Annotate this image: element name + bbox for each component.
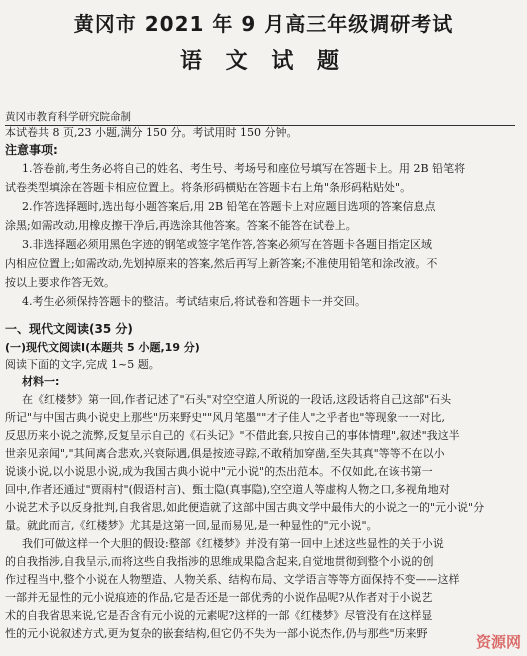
body-line: 的自我指涉,自我呈示,而将这些自我指涉的思维成果隐含起来,自觉地贯彻到整个小说的创 xyxy=(5,555,434,568)
watermark-logo: 资源网 xyxy=(475,633,521,651)
body-line: 世亲见亲闻","其间离合悲欢,兴衰际遇,俱是按迹寻踪,不敢稍加穿凿,至失其真"等等不在以小 xyxy=(5,447,445,460)
subsection-heading: (一)现代文阅读Ⅰ(本题共 5 小题,19 分) xyxy=(5,341,200,354)
body-line: 性的元小说叙述方式,更为复杂的嵌套结构,但它仍不失为一部小说杰作,仍与那些"历来野 xyxy=(5,627,428,640)
body-line: 作过程当中,整个小说在人物塑造、人物关系、结构布局、文学语言等等方面保持不变——这样 xyxy=(5,573,460,586)
body-line: 反思历来小说之流弊,反复呈示自己的《石头记》"不借此套,只按自己的事体情理",叙述"我这半 xyxy=(5,429,460,442)
page-subtitle: 语 文 试 题 xyxy=(180,49,347,74)
body-line: 说谈小说,以小说思小说,成为我国古典小说中"元小说"的杰出范本。不仅如此,在该书第一 xyxy=(5,465,433,478)
notes-line: 内相应位置上;如需改动,先划掉原来的答案,然后再写上新答案;不准使用铅笔和涂改液。不 xyxy=(5,257,438,270)
body-line: 量。就此而言,《红楼梦》尤其是这第一回,显而易见,是一种显性的"元小说"。 xyxy=(5,519,378,532)
page-title: 黄冈市 2021 年 9 月高三年级调研考试 xyxy=(73,12,454,36)
notes-line: 3.非选择题必须用黑色字迹的钢笔或签字笔作答,答案必须写在答题卡各题目指定区域 xyxy=(22,238,432,251)
notes-line: 4.考生必须保持答题卡的整洁。考试结束后,将试卷和答题卡一并交回。 xyxy=(22,295,366,308)
body-line: 一部并无显性的元小说痕迹的作品,它是否还是一部优秀的小说作品呢?从作者对于小说艺 xyxy=(5,591,433,604)
notes-line: 涂黑;如需改动,用橡皮擦干净后,再选涂其他答案。答案不能答在试卷上。 xyxy=(5,219,357,232)
body-line: 在《红楼梦》第一回,作者记述了"石头"对空空道人所说的一段话,这段话将自己这部"石头 xyxy=(22,393,452,406)
body-line: 术的自我省思来说,它是否含有元小说的元素呢?这样的一部《红楼梦》尽管没有在这样显 xyxy=(5,609,433,622)
notes-heading: 注意事项: xyxy=(5,143,58,157)
notes-line: 按以上要求作答无效。 xyxy=(5,276,115,289)
notes-line: 1.答卷前,考生务必将自己的姓名、考生号、考场号和座位号填写在答题卡上。用 2B 铅笔将 xyxy=(22,162,466,175)
section-heading: 一、现代文阅读(35 分) xyxy=(5,322,133,336)
body-line: 小说艺术予以反身批判,自我省思,如此便造就了这部中国古典文学中最伟大的小说之一的"元小说"分 xyxy=(5,501,485,514)
body-line: 我们可做这样一个大胆的假设:整部《红楼梦》并没有第一回中上述这些显性的关于小说 xyxy=(22,537,444,550)
material-label: 材料一: xyxy=(22,375,60,388)
notes-line: 试卷类型填涂在答题卡相应位置上。将条形码横贴在答题卡右上角"条形码粘贴处"。 xyxy=(5,181,412,194)
body-line: 所记"与中国古典小说史上那些"历来野史""风月笔墨""才子佳人"之乎者也"等现象一一对比, xyxy=(5,411,445,424)
producer-line: 黄冈市教育科学研究院命制 xyxy=(5,109,515,126)
instruction: 阅读下面的文字,完成 1~5 题。 xyxy=(5,358,160,371)
body-line: 回中,作者还通过"贾雨村"(假语村言)、甄士隐(真事隐),空空道人等虚构人物之口,多视角地对 xyxy=(5,483,450,496)
exam-meta: 本试卷共 8 页,23 小题,满分 150 分。考试用时 150 分钟。 xyxy=(5,126,298,139)
notes-line: 2.作答选择题时,选出每小题答案后,用 2B 铅笔在答题卡上对应题目选项的答案信息点 xyxy=(22,200,436,213)
